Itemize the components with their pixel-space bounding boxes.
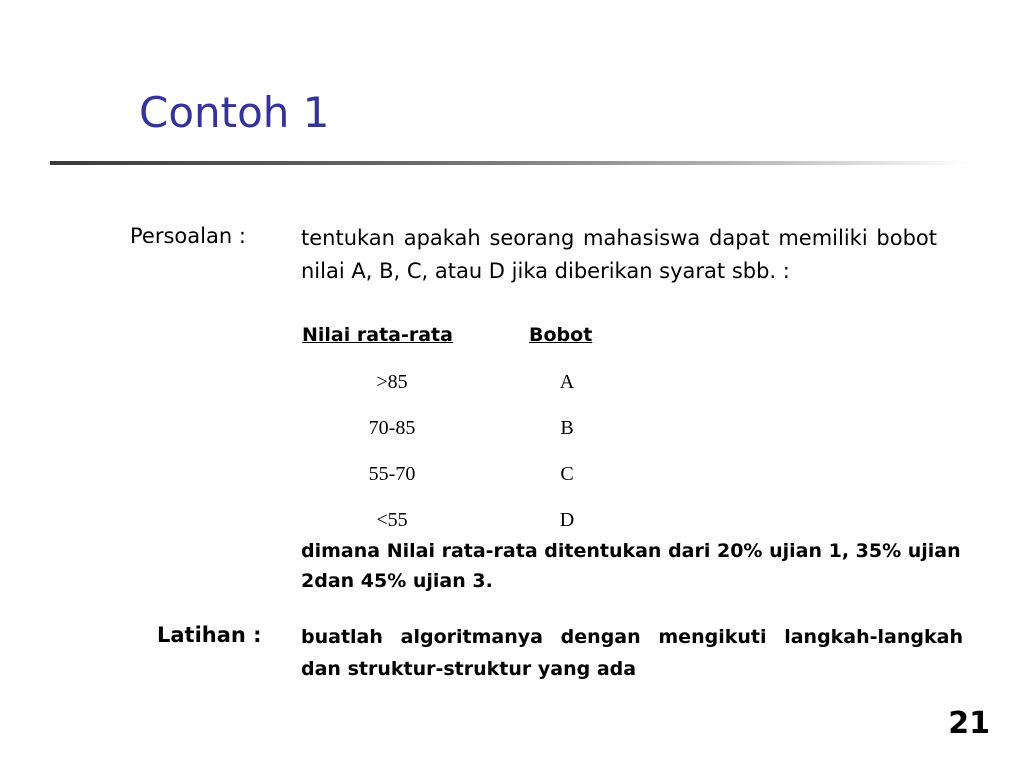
table-header-nilai: Nilai rata-rata	[302, 324, 453, 346]
table-cell-bobot: D	[559, 509, 575, 531]
table-cell-bobot: A	[559, 371, 575, 393]
table-cell-bobot: B	[560, 417, 574, 439]
latihan-text: buatlah algoritmanya dengan mengikuti langkah-langkah dan struktur-struktur yang ada	[301, 626, 963, 680]
weighting-note: dimana Nilai rata-rata ditentukan dari 20% ujian 1, 35% ujian 2dan 45% ujian 3.	[301, 540, 961, 592]
table-cell-nilai: >85	[376, 371, 408, 393]
table-cell-nilai: 70-85	[368, 417, 416, 439]
table-cell-nilai: 55-70	[368, 463, 416, 485]
table-header-bobot: Bobot	[529, 324, 593, 346]
slide-title: Contoh 1	[139, 88, 330, 137]
table-cell-nilai: <55	[376, 509, 408, 531]
table-cell-bobot: C	[560, 463, 574, 485]
latihan-label: Latihan :	[157, 623, 262, 647]
persoalan-text: tentukan apakah seorang mahasiswa dapat memiliki bobot nilai A, B, C, atau D jika diberikan syarat sbb. :	[301, 226, 937, 283]
persoalan-label: Persoalan :	[130, 224, 246, 248]
title-divider	[50, 161, 970, 165]
page-number: 21	[948, 706, 990, 741]
